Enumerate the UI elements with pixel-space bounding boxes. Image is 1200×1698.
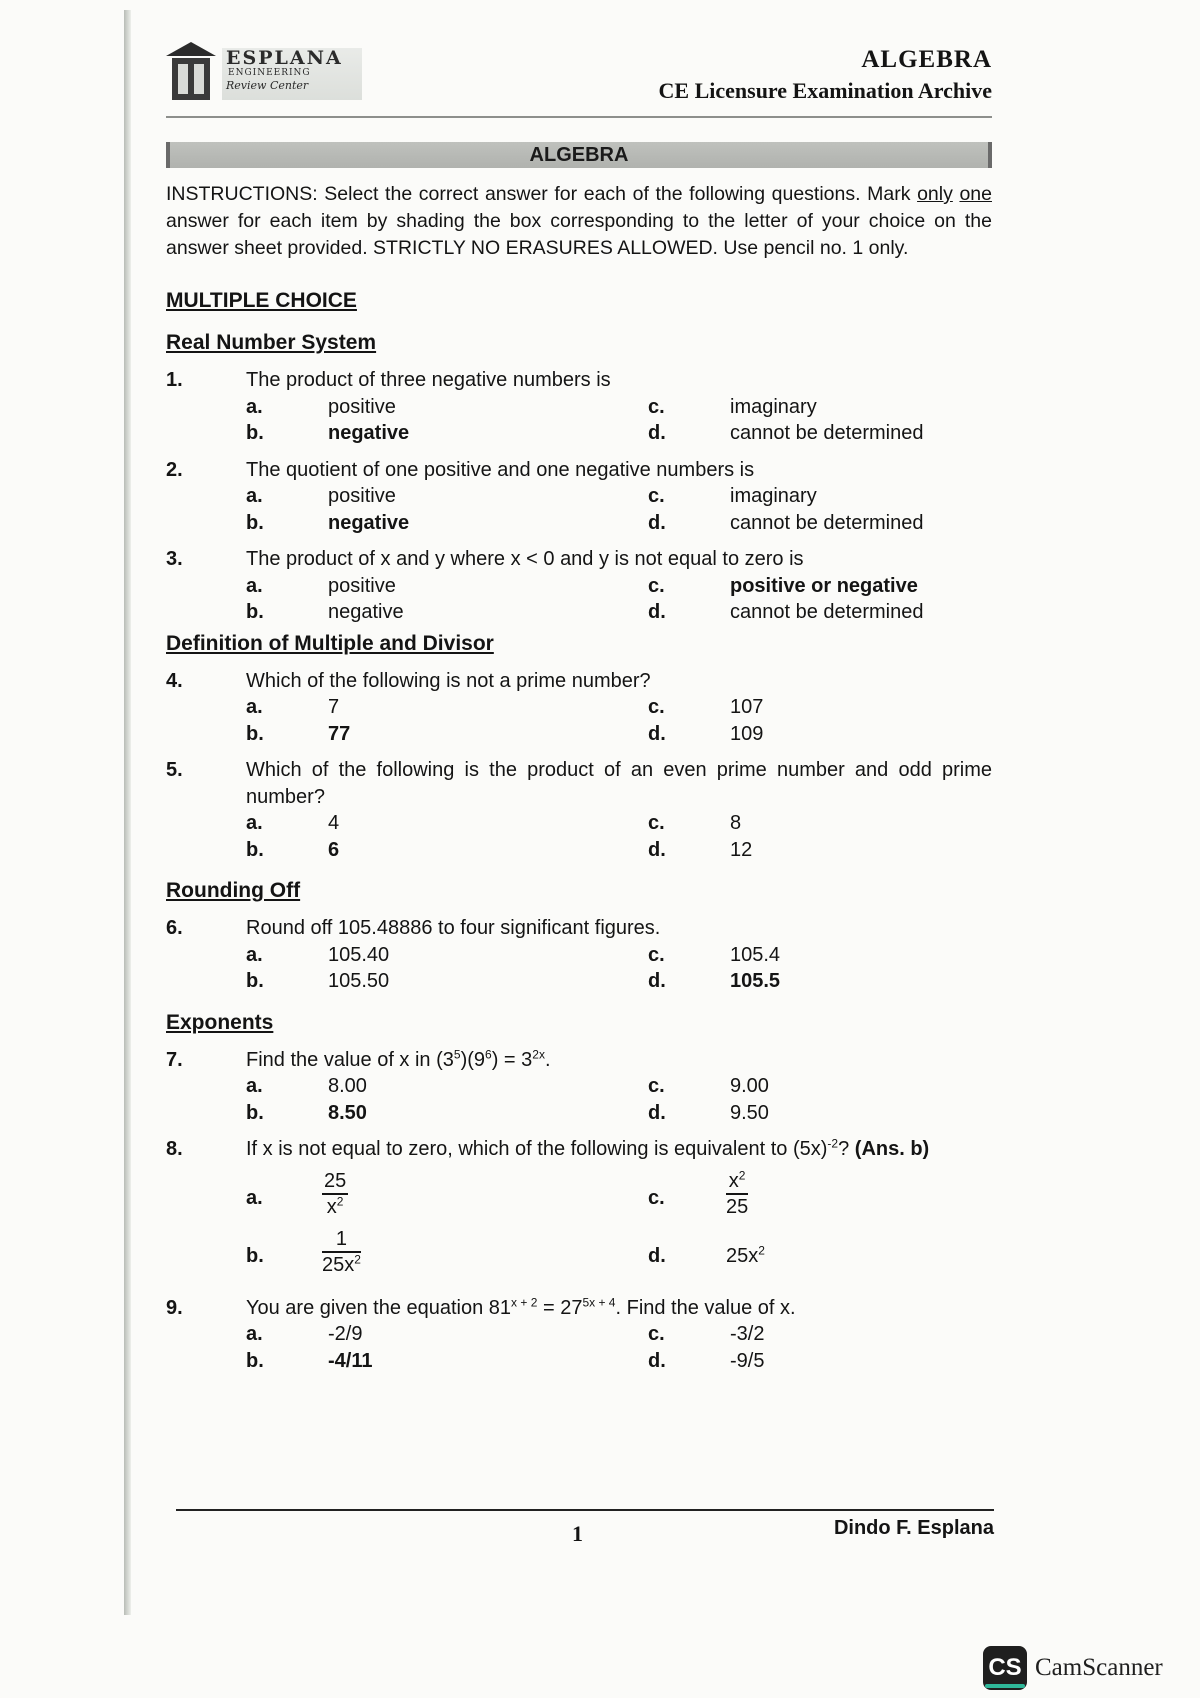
fraction-numerator: 25 (322, 1169, 348, 1195)
den-exponent: 2 (354, 1251, 361, 1266)
page-footer (176, 1509, 994, 1549)
q9-text-c: . Find the value of x. (615, 1296, 796, 1319)
option-b-label: b. (246, 1349, 264, 1372)
option-c-value: 9.00 (730, 1075, 769, 1097)
option-c-label: c. (648, 1186, 665, 1209)
option-a-label: a. (246, 696, 263, 718)
option-b-value: 8.50 (328, 1101, 367, 1124)
logo-wordmark (222, 48, 362, 100)
question-4 (166, 668, 992, 748)
question-number: 2. (166, 458, 183, 481)
option-d-label: d. (648, 722, 666, 745)
author-name: Dindo F. Esplana (833, 1517, 994, 1539)
question-text (246, 1136, 992, 1163)
fraction-denominator (322, 1253, 361, 1277)
option-c-label: c. (648, 485, 665, 507)
section-multiple-divisor: Definition of Multiple and Divisor (166, 631, 494, 655)
header-archive: CE Licensure Examination Archive (658, 78, 992, 103)
option-b-value: 77 (328, 722, 351, 745)
option-a-value: 7 (328, 696, 340, 718)
options (246, 810, 992, 863)
option-b-value: 105.50 (328, 970, 390, 992)
option-c-fraction (726, 1169, 748, 1219)
option-a-value: 105.40 (328, 943, 390, 966)
options (246, 1169, 992, 1285)
options (246, 1073, 992, 1126)
section-multiple-choice: MULTIPLE CHOICE (166, 289, 357, 312)
option-c-value: imaginary (730, 395, 817, 418)
option-c-value: imaginary (730, 485, 817, 507)
q7-sup-3: 2x (532, 1046, 545, 1061)
header-rule (166, 116, 992, 118)
option-c-value: positive or negative (730, 574, 918, 597)
option-c-label: c. (648, 395, 665, 418)
option-b-value: 6 (328, 838, 340, 861)
option-a-value: -2/9 (328, 1323, 363, 1345)
question-number: 5. (166, 759, 183, 781)
option-a-label: a. (246, 485, 263, 507)
option-d-label: d. (648, 1349, 666, 1372)
question-text: The product of x and y where x < 0 and y is not equal to zero is (246, 548, 804, 570)
q7-text-a: Find the value of x in (3 (246, 1048, 454, 1071)
option-d-label: d. (648, 422, 666, 444)
instructions-one: one (959, 183, 992, 205)
section-real-number-system: Real Number System (166, 331, 377, 354)
options (246, 394, 992, 447)
option-c-value: 8 (730, 812, 742, 834)
question-number: 1. (166, 369, 183, 391)
q8-answer-note: (Ans. b) (854, 1138, 930, 1160)
instructions-part2: answer for each item by shading the box corresponding to the letter of your choice on the answer sheet provided. STRICTLY NO ERASURES ALLOWED. Use pencil no. 1 only. (166, 210, 992, 259)
instructions-only: only (917, 183, 953, 205)
section-exponents: Exponents (166, 1010, 274, 1034)
option-d-value: cannot be determined (730, 511, 924, 534)
question-text: Round off 105.48886 to four significant figures. (246, 917, 661, 939)
option-d-value: 12 (730, 838, 753, 861)
footer-rule (176, 1509, 994, 1511)
q9-text-a: You are given the equation 81 (246, 1296, 512, 1319)
q7-sup-2: 6 (485, 1046, 492, 1061)
question-number: 8. (166, 1138, 183, 1160)
option-b-label: b. (246, 601, 264, 623)
num-base: x (728, 1169, 739, 1192)
option-a-label: a. (246, 1323, 263, 1345)
review-center-logo (166, 42, 366, 116)
option-c-label: c. (648, 574, 665, 597)
options (246, 1321, 992, 1374)
den-base: 25x (322, 1253, 355, 1276)
option-c-label: c. (648, 696, 665, 718)
fraction-denominator (322, 1195, 348, 1219)
option-c-label: c. (648, 812, 665, 834)
q7-text-d: . (544, 1048, 551, 1071)
option-d-value: 105.5 (730, 970, 781, 992)
question-8 (166, 1136, 992, 1285)
options (246, 942, 992, 995)
section-rounding-off: Rounding Off (166, 879, 301, 902)
instructions-part1: INSTRUCTIONS: Select the correct answer for each of the following questions. Mark (166, 183, 918, 205)
option-b-value: negative (328, 601, 404, 623)
title-bar: ALGEBRA (166, 142, 992, 168)
option-a-label: a. (246, 395, 263, 418)
option-b-label: b. (246, 422, 264, 444)
den-base: x (326, 1195, 337, 1218)
question-text (246, 1047, 992, 1074)
option-d-value: 109 (730, 722, 764, 745)
option-b-value: negative (328, 511, 410, 534)
option-d-value: 9.50 (730, 1101, 769, 1124)
option-a-value: 4 (328, 812, 340, 834)
d-exponent: 2 (758, 1242, 765, 1257)
option-c-value: -3/2 (730, 1323, 765, 1345)
option-b-value: negative (328, 422, 410, 444)
question-9 (166, 1295, 992, 1375)
logo-name: ESPLANA (226, 47, 343, 69)
option-c-label: c. (648, 1323, 665, 1345)
question-5 (166, 757, 992, 863)
option-b-value: -4/11 (328, 1349, 373, 1372)
question-text: Which of the following is not a prime number? (246, 669, 651, 692)
option-a-label: a. (246, 812, 263, 834)
option-d-label: d. (648, 1101, 666, 1124)
instructions (166, 181, 992, 262)
options (246, 694, 992, 747)
logo-tagline: ENGINEERING (228, 68, 311, 78)
option-a-fraction (322, 1169, 348, 1219)
option-d-label: d. (648, 601, 666, 623)
option-a-label: a. (246, 574, 263, 597)
q7-text-c: ) = 3 (491, 1048, 533, 1071)
option-a-value: 8.00 (328, 1075, 367, 1097)
option-c-value: 105.4 (730, 943, 781, 966)
q9-sup-2: 5x + 4 (582, 1294, 616, 1309)
q7-sup-1: 5 (453, 1046, 461, 1061)
option-a-value: positive (328, 485, 396, 507)
question-2 (166, 457, 992, 537)
option-b-fraction (322, 1227, 361, 1277)
option-d-label: d. (648, 838, 666, 861)
scan-edge (124, 10, 131, 1615)
fraction-denominator: 25 (726, 1195, 749, 1218)
option-d-label: d. (648, 970, 666, 992)
option-b-label: b. (246, 1244, 264, 1267)
d-base: 25x (726, 1244, 759, 1267)
question-3 (166, 546, 992, 626)
options (246, 573, 992, 626)
question-number: 3. (166, 548, 183, 570)
option-c-value: 107 (730, 696, 764, 718)
option-b-label: b. (246, 970, 264, 992)
header-titles (659, 44, 992, 106)
num-exponent: 2 (738, 1167, 746, 1182)
page-number: 1 (572, 1521, 583, 1546)
page-header (166, 40, 992, 118)
option-d-value: -9/5 (730, 1349, 765, 1372)
question-number: 6. (166, 917, 183, 939)
option-b-label: b. (246, 511, 264, 534)
q9-text-b: = 27 (537, 1296, 583, 1319)
question-7 (166, 1047, 992, 1127)
q9-sup-1: x + 2 (511, 1294, 538, 1309)
q8-sup-1: -2 (827, 1136, 839, 1151)
option-d-value: cannot be determined (730, 601, 924, 623)
exam-page (166, 40, 992, 1374)
option-c-label: c. (648, 943, 665, 966)
logo-subtitle: Review Center (226, 79, 309, 92)
question-text: The quotient of one positive and one negative numbers is (246, 458, 755, 481)
question-number: 7. (166, 1048, 183, 1071)
option-b-label: b. (246, 838, 264, 861)
question-text: Which of the following is the product of an even prime number and odd prime number? (246, 759, 992, 808)
q8-text-a: If x is not equal to zero, which of the following is equivalent to (5x) (246, 1138, 828, 1160)
question-text (246, 1295, 992, 1322)
question-number: 4. (166, 669, 183, 692)
camscanner-logo-icon: CS (983, 1646, 1027, 1690)
q8-text-b: ? (838, 1138, 855, 1160)
fraction-numerator: 1 (322, 1227, 361, 1253)
building-logo-icon (166, 42, 216, 104)
option-c-label: c. (648, 1075, 665, 1097)
option-b-label: b. (246, 1101, 264, 1124)
question-6 (166, 915, 992, 995)
den-exponent: 2 (336, 1193, 344, 1208)
option-d-value: cannot be determined (730, 422, 924, 444)
option-a-value: positive (328, 574, 396, 597)
option-d-label: d. (648, 1244, 666, 1267)
option-d-label: d. (648, 511, 666, 534)
option-a-label: a. (246, 1075, 263, 1097)
question-number: 9. (166, 1296, 183, 1319)
options (246, 483, 992, 536)
option-a-label: a. (246, 943, 263, 966)
option-a-value: positive (328, 395, 396, 418)
option-b-label: b. (246, 722, 264, 745)
q7-text-b: )(9 (460, 1048, 486, 1071)
fraction-numerator (726, 1169, 748, 1195)
camscanner-name: CamScanner (1035, 1654, 1163, 1681)
option-d-value (726, 1243, 765, 1270)
question-text: The product of three negative numbers is (246, 369, 611, 391)
option-a-label: a. (246, 1186, 263, 1209)
header-subject: ALGEBRA (861, 46, 992, 73)
question-1 (166, 367, 992, 447)
